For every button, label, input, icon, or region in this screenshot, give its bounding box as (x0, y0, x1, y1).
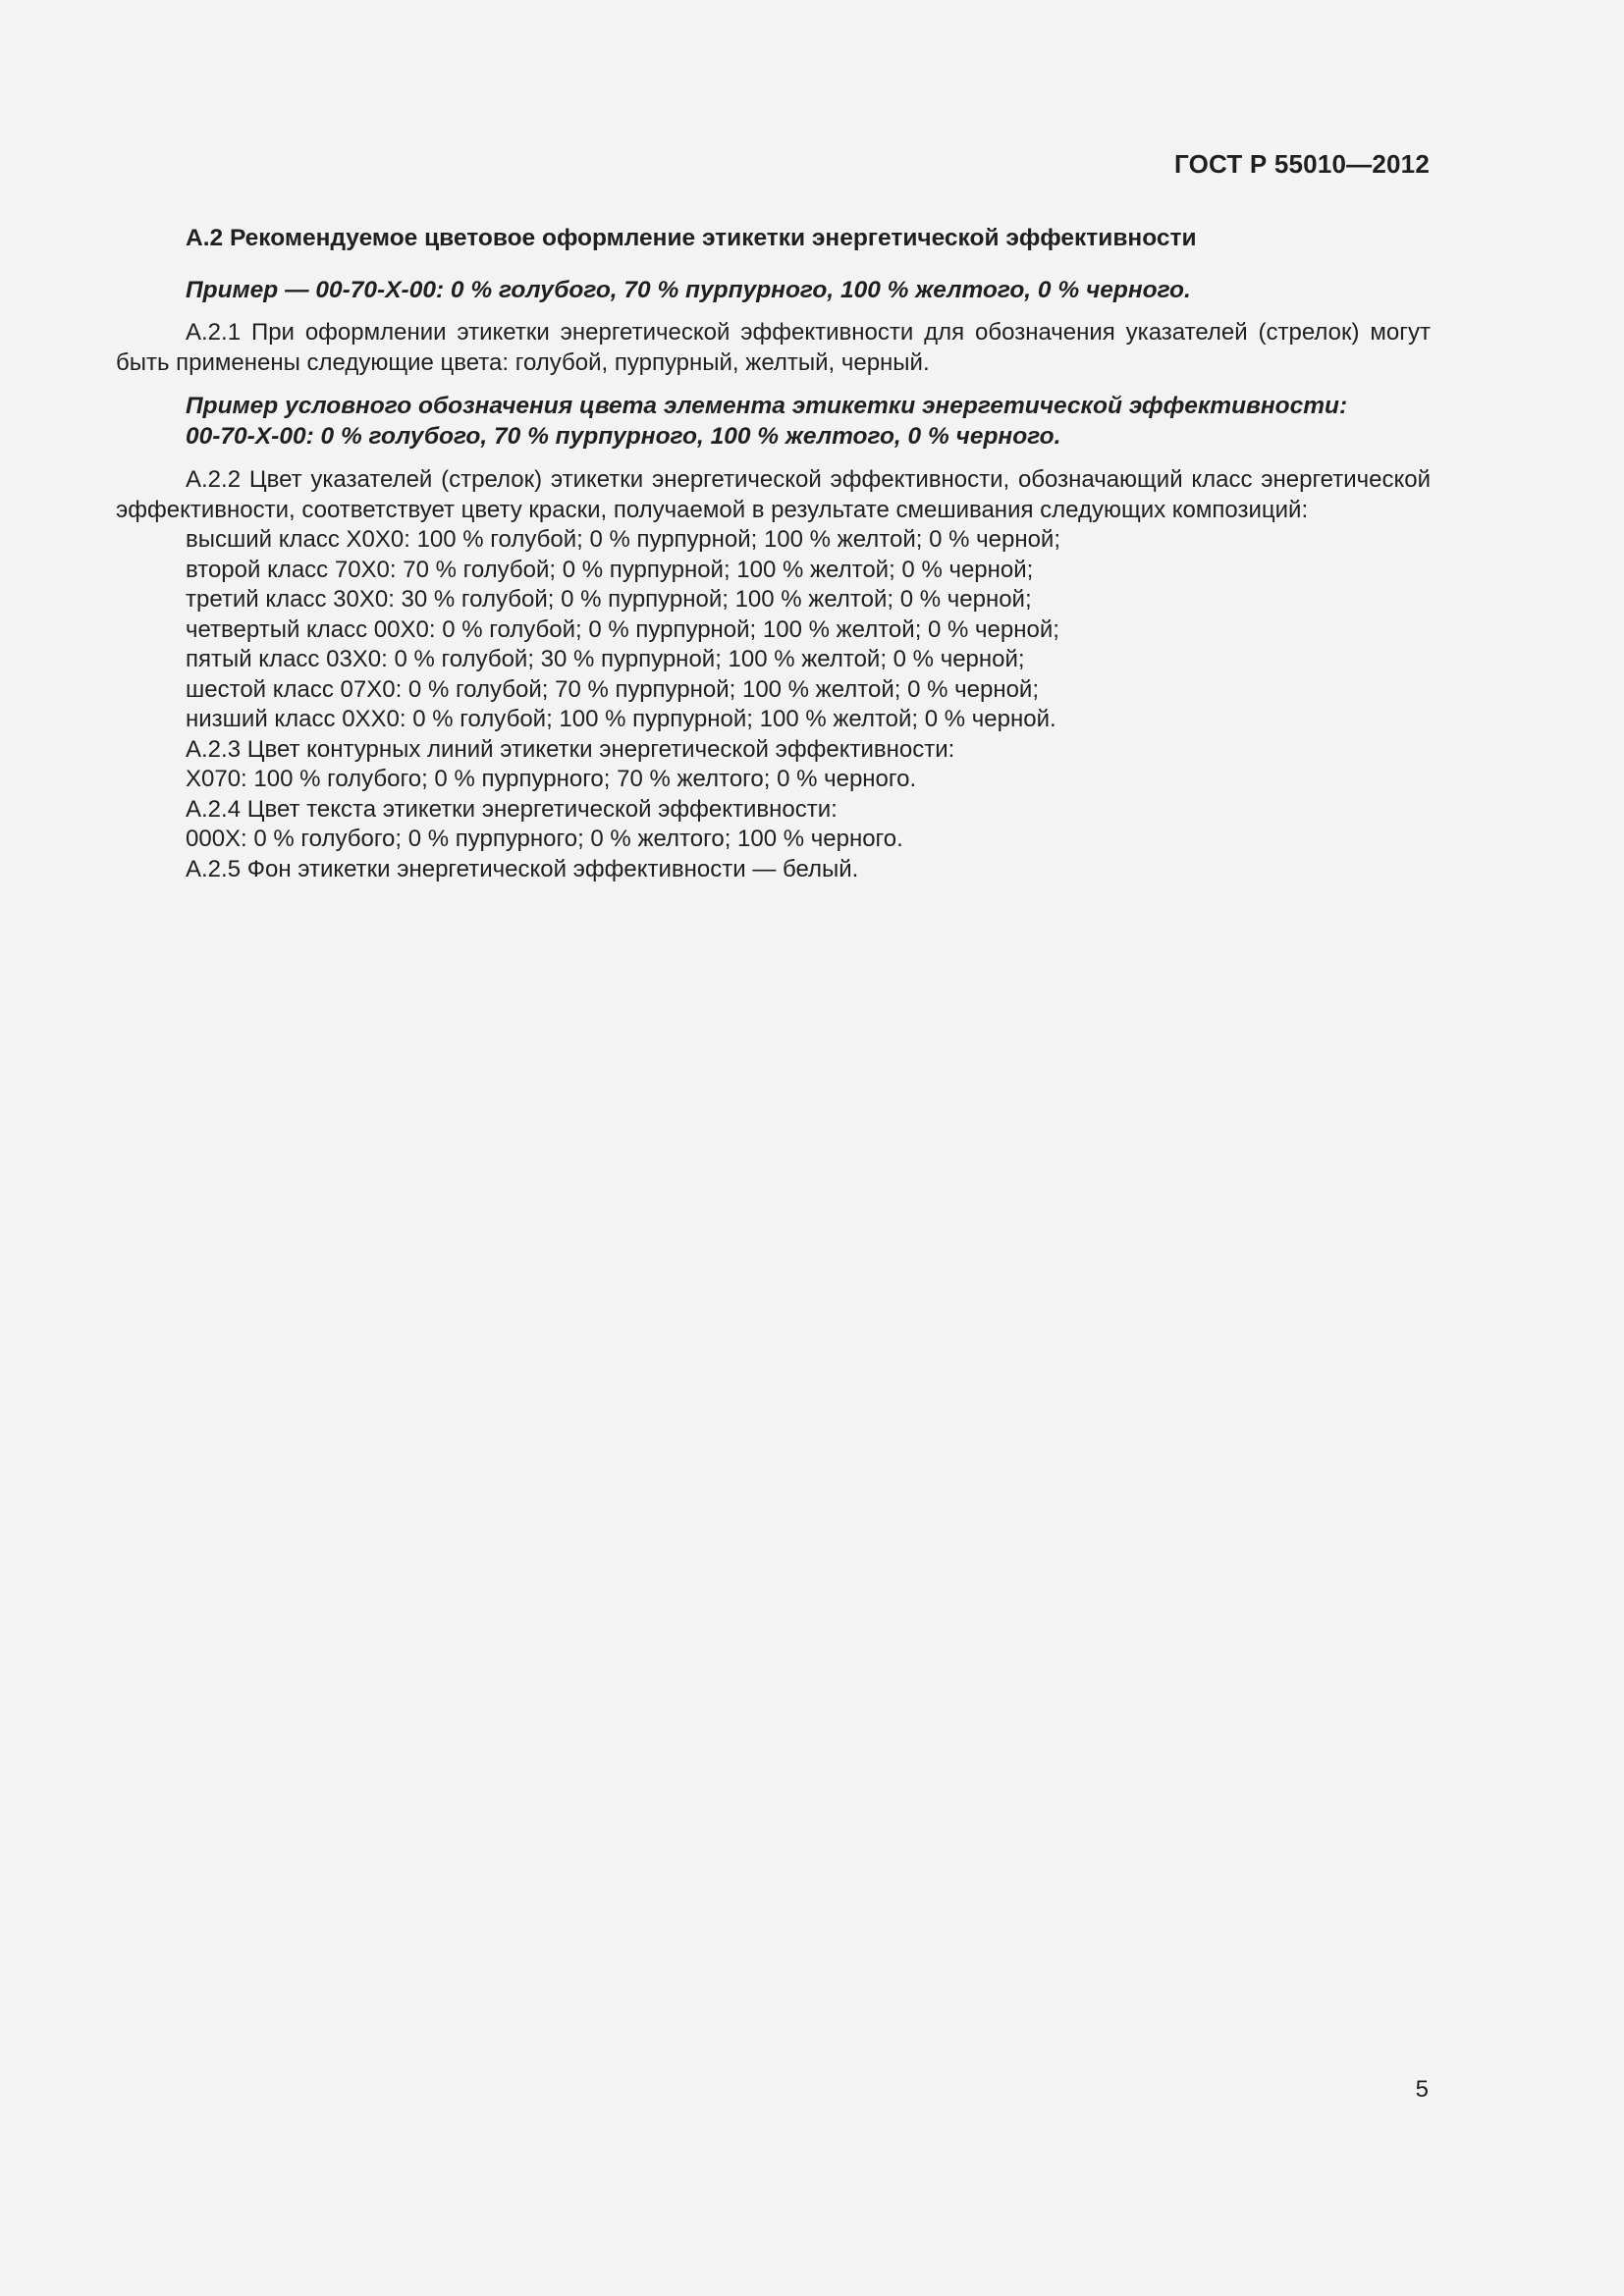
page-content (116, 224, 1431, 884)
energy-class-item: четвертый класс 00Х0: 0 % голубой; 0 % пурпурной; 100 % желтой; 0 % черной; (186, 615, 1059, 643)
example-2-line-2: 00-70-Х-00: 0 % голубого, 70 % пурпурного, 100 % желтого, 0 % черного. (186, 422, 1061, 450)
clause-a-2-4-number: А.2.4 (186, 795, 242, 823)
clause-a-2-5 (116, 855, 1431, 885)
energy-class-item: второй класс 70Х0: 70 % голубой; 0 % пурпурной; 100 % желтой; 0 % черной; (186, 556, 1034, 583)
clause-a-2-3 (116, 735, 1431, 795)
section-number: А.2 (186, 225, 224, 251)
page-number: 5 (1415, 2076, 1429, 2103)
clause-a-2-3-heading (186, 735, 1431, 766)
clause-a-2-3-number: А.2.3 (186, 735, 242, 763)
energy-class-item: высший класс Х0Х0: 100 % голубой; 0 % пурпурной; 100 % желтой; 0 % черной; (186, 526, 1060, 553)
section-heading (116, 224, 1431, 254)
clause-a-2-4-value: 000Х: 0 % голубого; 0 % пурпурного; 0 % желтого; 100 % черного. (186, 826, 903, 852)
clause-a-2-4 (116, 795, 1431, 855)
clause-a-2-1-text: При оформлении этикетки энергетической эффективности для обозначения указателей (стрелок) могут быть применены следующие цвета: голубой, пурпурный, желтый, черный. (116, 319, 1431, 376)
clause-a-2-1 (116, 318, 1431, 378)
clause-a-2-3-value: Х070: 100 % голубого; 0 % пурпурного; 70 % желтого; 0 % черного. (186, 766, 917, 792)
example-2-line-1: Пример условного обозначения цвета элемента этикетки энергетической эффективности: (186, 393, 1348, 419)
clause-a-2-5-number: А.2.5 (186, 855, 242, 882)
clause-a-2-2-number: А.2.2 (186, 466, 242, 493)
example-2 (116, 392, 1431, 452)
clause-a-2-2 (116, 465, 1431, 525)
energy-class-item: пятый класс 03Х0: 0 % голубой; 30 % пурпурной; 100 % желтой; 0 % черной; (186, 646, 1025, 672)
clause-a-2-4-text: Цвет текста этикетки энергетической эффективности: (246, 795, 838, 823)
energy-class-item: низший класс 0ХХ0: 0 % голубой; 100 % пурпурной; 100 % желтой; 0 % черной. (186, 706, 1056, 732)
clause-a-2-3-text: Цвет контурных линий этикетки энергетической эффективности: (246, 735, 955, 763)
section-title: Рекомендуемое цветовое оформление этикетки энергетической эффективности (229, 225, 1197, 251)
energy-class-item: третий класс 30Х0: 30 % голубой; 0 % пурпурной; 100 % желтой; 0 % черной; (186, 586, 1032, 613)
clause-a-2-5-heading (186, 855, 1431, 885)
clause-a-2-4-heading (186, 795, 1431, 826)
clause-a-2-5-text: Фон этикетки энергетической эффективности — белый. (246, 855, 859, 882)
document-code: ГОСТ Р 55010—2012 (1174, 149, 1430, 179)
clause-a-2-1-number: А.2.1 (186, 319, 242, 346)
clause-a-2-2-text: Цвет указателей (стрелок) этикетки энергетической эффективности, обозначающий класс энергетической эффективности, соответствует цвету краски, получаемой в результате смешивания следующих композиций: (116, 466, 1432, 523)
energy-class-item: шестой класс 07Х0: 0 % голубой; 70 % пурпурной; 100 % желтой; 0 % черной; (186, 675, 1040, 703)
energy-class-list (116, 525, 1431, 735)
example-1: Пример — 00-70-Х-00: 0 % голубого, 70 % пурпурного, 100 % желтого, 0 % черного. (186, 276, 1191, 303)
